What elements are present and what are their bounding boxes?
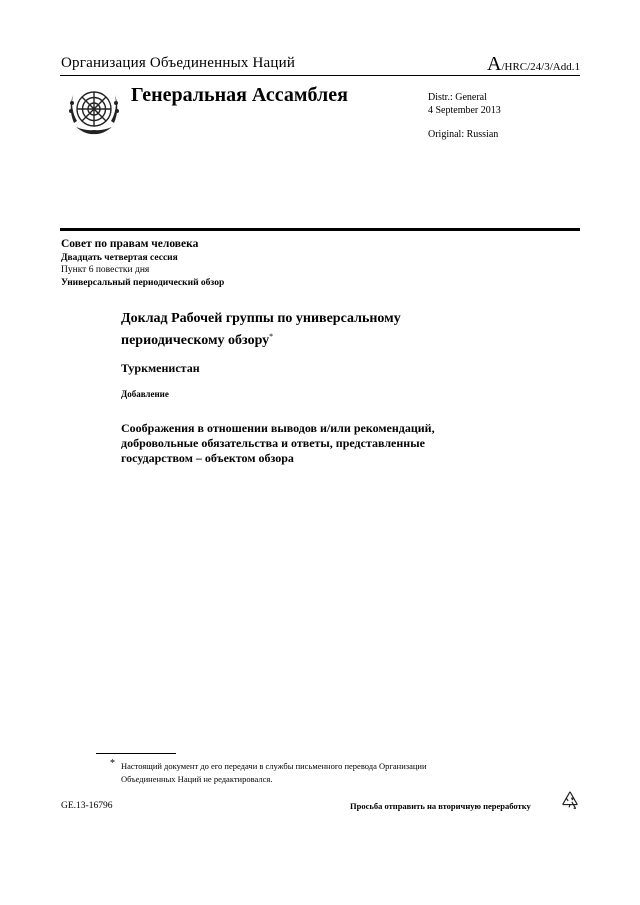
general-assembly-title: Генеральная Ассамблея — [131, 84, 348, 106]
country-name: Туркменистан — [121, 361, 200, 375]
title-footnote-mark: * — [269, 332, 274, 341]
footnote-line-1: Настоящий документ до его передачи в службы письменного перевода Организации — [121, 761, 427, 771]
symbol-prefix: A — [487, 53, 502, 75]
un-emblem-icon — [64, 81, 124, 141]
document-symbol — [487, 53, 580, 76]
views-line-2: добровольные обязательства и ответы, представленные — [121, 436, 425, 450]
views-line-1: Соображения в отношении выводов и/или рекомендаций, — [121, 421, 435, 435]
footnote-rule — [96, 753, 176, 754]
views-line-3: государством – объектом обзора — [121, 451, 294, 465]
distribution-type: Distr.: General — [428, 92, 487, 103]
session-name: Двадцать четвертая сессия — [61, 253, 178, 263]
organization-name: Организация Объединенных Наций — [61, 55, 296, 71]
original-language: Original: Russian — [428, 129, 499, 140]
header-rule — [60, 75, 580, 76]
recycle-note: Просьба отправить на вторичную переработку — [350, 801, 531, 811]
report-title-line-2 — [121, 328, 481, 350]
review-topic: Универсальный периодический обзор — [61, 278, 225, 288]
report-title-line-2-text: периодическому обзору — [121, 333, 270, 348]
views-heading — [121, 421, 501, 466]
footnote-line-2: Объединенных Наций не редактировался. — [121, 774, 273, 784]
document-number: GE.13-16796 — [61, 801, 113, 811]
footnote-mark: * — [110, 758, 115, 769]
symbol-rest: /HRC/24/3/Add.1 — [501, 61, 580, 73]
distribution-info — [428, 91, 501, 117]
recycle-icon — [559, 789, 581, 811]
report-title-line-1: Доклад Рабочей группы по универсальному — [121, 311, 401, 326]
document-date: 4 September 2013 — [428, 105, 501, 116]
report-title — [121, 310, 481, 350]
agenda-item: Пункт 6 повестки дня — [61, 265, 150, 275]
section-rule — [60, 228, 580, 231]
council-name: Совет по правам человека — [61, 238, 199, 250]
addendum-label: Добавление — [121, 389, 169, 399]
footnote-text — [121, 760, 521, 786]
